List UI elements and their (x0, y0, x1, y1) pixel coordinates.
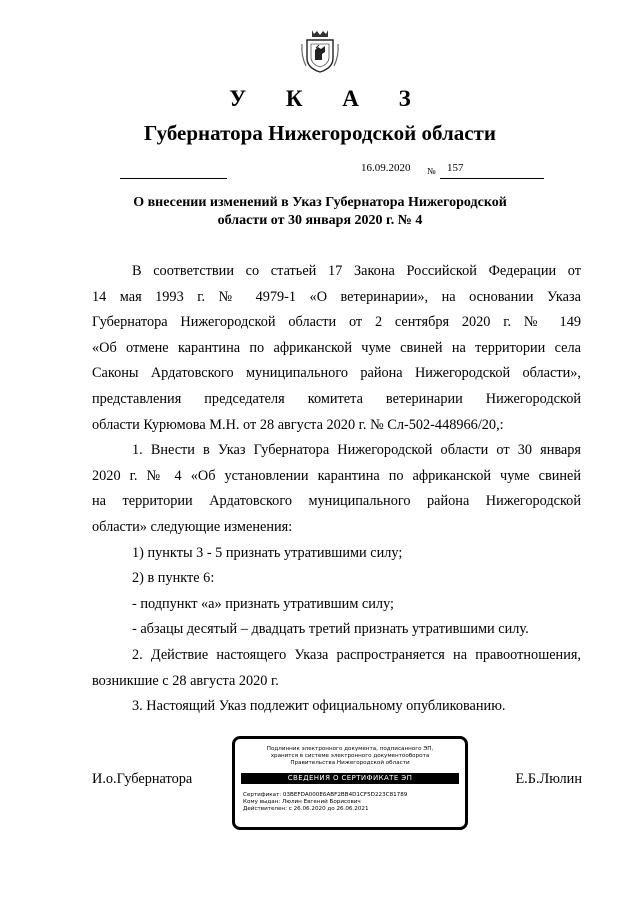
body-line: 1. Внести в Указ Губернатора Нижегородской области от 30 января (132, 442, 581, 459)
document-number-line (440, 178, 544, 179)
body-line: 2020 г. № 4 «Об установлении карантина по африканской чуме свиней (92, 467, 581, 484)
signatory-position: И.о.Губернатора (92, 771, 193, 787)
coat-of-arms-emblem (300, 28, 340, 74)
stamp-details (243, 792, 465, 814)
body-line: Саконы Ардатовского муниципального района Нижегородской области», (92, 365, 581, 382)
body-line: 3. Настоящий Указ подлежит официальному опубликованию. (132, 698, 506, 715)
signatory-name: Е.Б.Люлин (515, 771, 582, 787)
stamp-header-line: Подлинник электронного документа, подписанного ЭП, (266, 746, 434, 752)
number-label: № (427, 166, 436, 176)
heading-line: О внесении изменений в Указ Губернатора Нижегородской (133, 195, 507, 210)
document-date: 16.09.2020 (361, 162, 411, 174)
stamp-header (235, 746, 465, 768)
signature-date-line (120, 178, 227, 179)
stamp-header-line: хранится в системе электронного документооборота (270, 753, 430, 760)
electronic-signature-stamp (232, 736, 468, 830)
certificate-id: Сертификат: 03BEFDA000E6ABF2BB4D1CF5D223C81789 (243, 791, 408, 798)
list-item: - абзацы десятый – двадцать третий признать утратившими силу. (132, 621, 529, 638)
body-line: представления председателя комитета ветеринарии Нижегородской (92, 390, 581, 407)
document-number: 157 (447, 162, 464, 174)
body-line: 14 мая 1993 г. № 4979-1 «О ветеринарии», на основании Указа (92, 288, 581, 305)
body-line: 2. Действие настоящего Указа распространяется на правоотношения, (132, 646, 581, 663)
stamp-certificate-bar: СВЕДЕНИЯ О СЕРТИФИКАТЕ ЭП (241, 773, 459, 784)
body-line: Губернатора Нижегородской области от 2 сентября 2020 г. № 149 (92, 314, 581, 331)
list-item: - подпункт «а» признать утратившим силу; (132, 595, 394, 612)
document-body (92, 259, 581, 720)
body-line: области Курюмова М.Н. от 28 августа 2020 г. № Сл-502-448966/20,: (92, 416, 504, 433)
document-heading (100, 194, 540, 230)
certificate-owner: Кому выдан: Люлин Евгений Борисович (243, 799, 361, 806)
document-type-title: У К А З (229, 86, 428, 111)
body-line: «Об отмене карантина по африканской чуме свиней на территории села (92, 339, 581, 356)
stamp-header-line: Правительства Нижегородской области (290, 760, 410, 767)
body-line: возникшие с 28 августа 2020 г. (92, 672, 279, 689)
body-line: В соответствии со статьей 17 Закона Российской Федерации от (132, 263, 581, 279)
issuer-title: Губернатора Нижегородской области (144, 121, 496, 145)
body-line: области» следующие изменения: (92, 518, 293, 535)
list-item: 1) пункты 3 - 5 признать утратившими силу; (132, 544, 403, 561)
certificate-validity: Действителен: с 26.06.2020 до 26.06.2021 (243, 806, 369, 813)
list-item: 2) в пункте 6: (132, 570, 215, 587)
heading-line: области от 30 января 2020 г. № 4 (217, 213, 423, 228)
body-line: на территории Ардатовского муниципального района Нижегородской (92, 493, 581, 510)
